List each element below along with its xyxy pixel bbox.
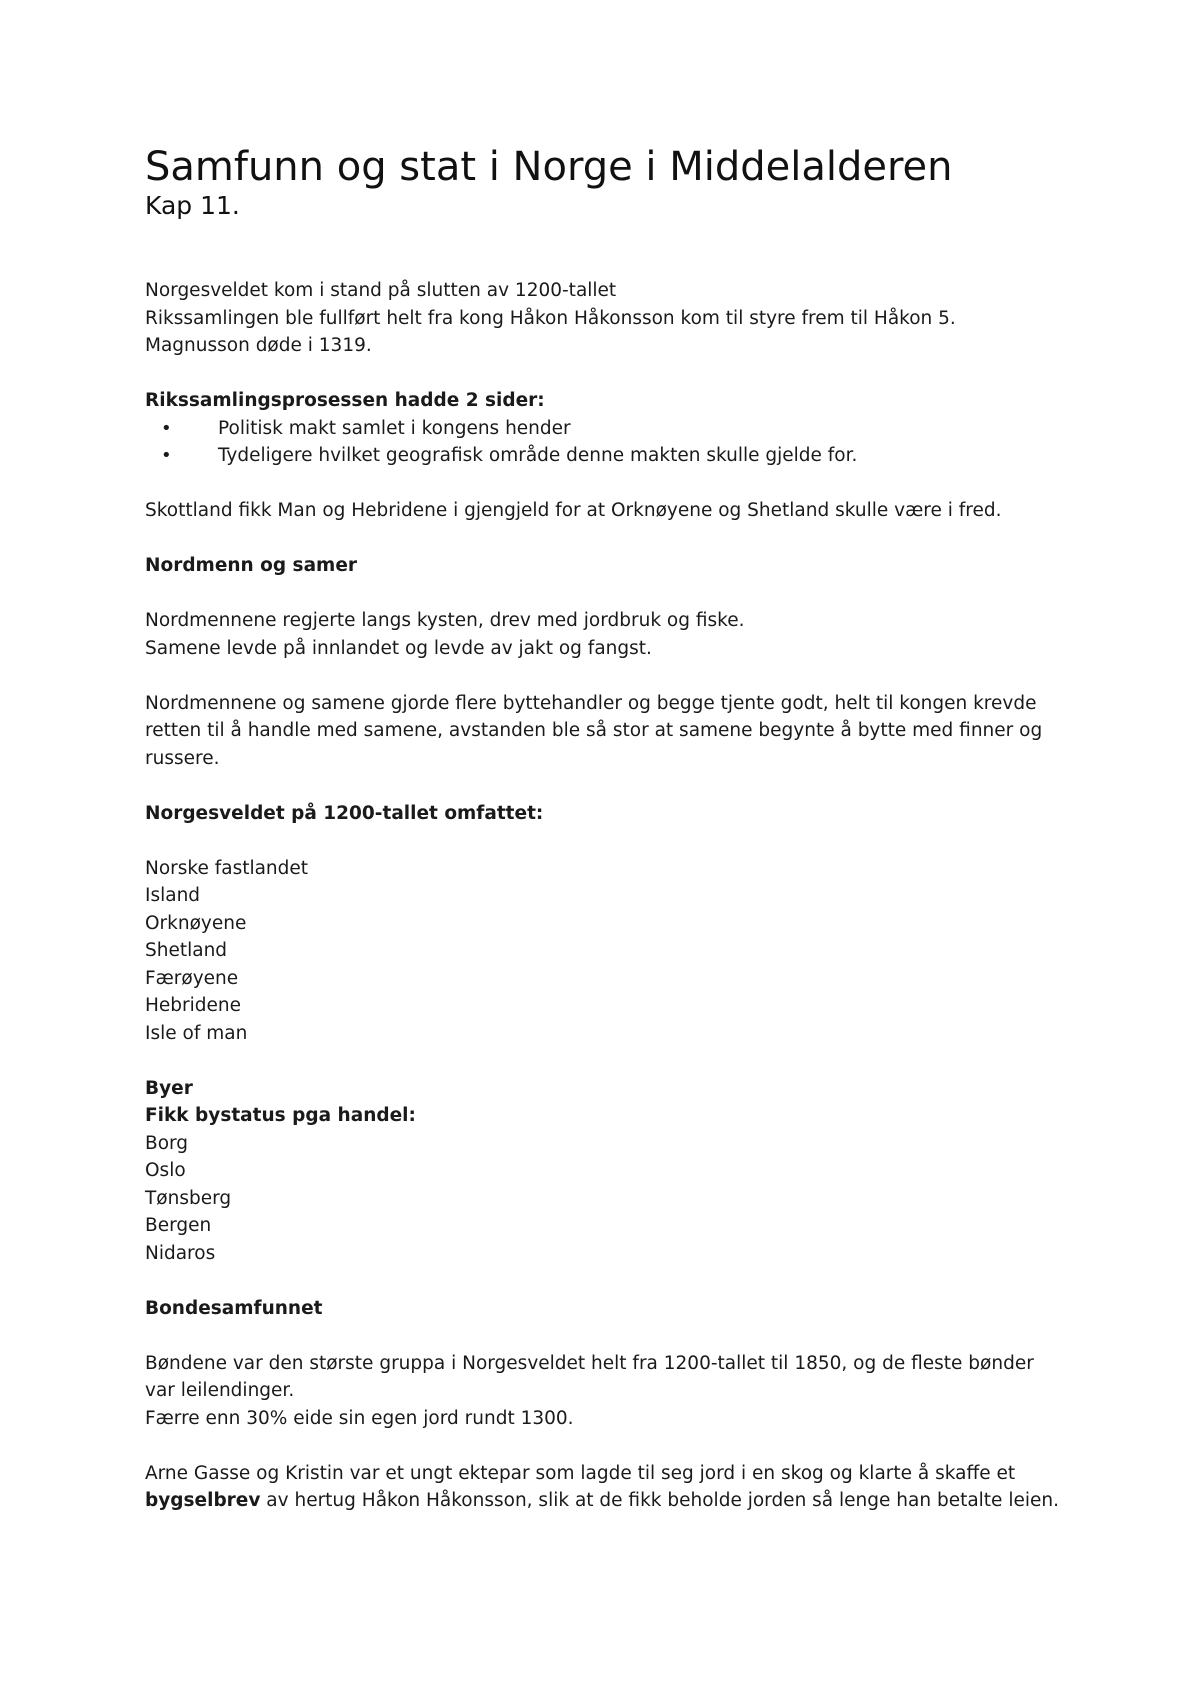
list-item: Borg [145,1132,189,1154]
intro-line: Rikssamlingen ble fullført helt fra kong Håkon Håkonsson kom til styre frem til Håkon 5. Magnusson døde i 1319. [145,307,956,356]
intro-line: Norgesveldet kom i stand på slutten av 1200-tallet [145,280,617,301]
bullet-icon: • [161,445,172,466]
list-item: Bergen [145,1215,212,1236]
story-term-bold: bygselbrev [145,1490,261,1511]
paragraph-story [145,1460,1065,1515]
paragraph-line: Nordmennene regjerte langs kysten, drev med jordbruk og fiske. [145,610,745,631]
list-item: Hebridene [145,995,242,1016]
list-item: Island [145,885,201,906]
list-item [145,442,1065,470]
paragraph-line: Færre enn 30% eide sin egen jord rundt 1300. [145,1407,574,1429]
section-heading-rikssamling: Rikssamlingsprosessen hadde 2 sider: [145,390,545,411]
list-item: Tønsberg [145,1187,232,1209]
paragraph-trade: Nordmennene og samene gjorde flere byttehandler og begge tjente godt, helt til kongen krevde retten til å handle med samene, avstanden ble så stor at samene begynte å bytte med finner og russere. [145,692,1043,769]
document-title: Samfunn og stat i Norge i Middelalderen [145,144,953,190]
list-item: Færøyene [145,967,239,989]
list-item: Isle of man [145,1022,248,1044]
story-text: av hertug Håkon Håkonsson, slik at de fikk beholde jorden så lenge han betalte leien. [260,1490,1059,1511]
list-item-text: Tydeligere hvilket geografisk område denne makten skulle gjelde for. [218,445,858,466]
list-item: Orknøyene [145,912,247,934]
norgesveldet-list [145,855,1065,1048]
section-heading-nordmenn: Nordmenn og samer [145,555,358,576]
byer-list [145,1130,1065,1268]
document-body [145,143,1065,1515]
paragraph-skottland: Skottland fikk Man og Hebridene i gjengjeld for at Orknøyene og Shetland skulle være i fred. [145,500,1002,521]
list-item [145,415,1065,443]
list-item: Shetland [145,940,228,961]
paragraph-line: Samene levde på innlandet og levde av jakt og fangst. [145,637,652,659]
list-item: Norske fastlandet [145,857,309,879]
section-heading-byer: Byer [145,1077,193,1099]
document-subtitle: Kap 11. [145,191,240,220]
list-item: Oslo [145,1160,186,1181]
story-text: Arne Gasse og Kristin var et ungt ektepar som lagde til seg jord i en skog og klarte å skaffe et [145,1462,1016,1484]
bullet-icon: • [161,417,172,439]
section-heading-bondesamfunnet: Bondesamfunnet [145,1297,323,1319]
list-item-text: Politisk makt samlet i kongens hender [218,417,571,439]
paragraph-line: Bøndene var den største gruppa i Norgesveldet helt fra 1200-tallet til 1850, og de fleste bønder var leilendinger. [145,1352,1034,1401]
list-item: Nidaros [145,1242,216,1264]
section-heading-norgesveldet: Norgesveldet på 1200-tallet omfattet: [145,802,544,824]
section-subheading-byer: Fikk bystatus pga handel: [145,1105,416,1126]
rikssamling-list [145,415,1065,470]
